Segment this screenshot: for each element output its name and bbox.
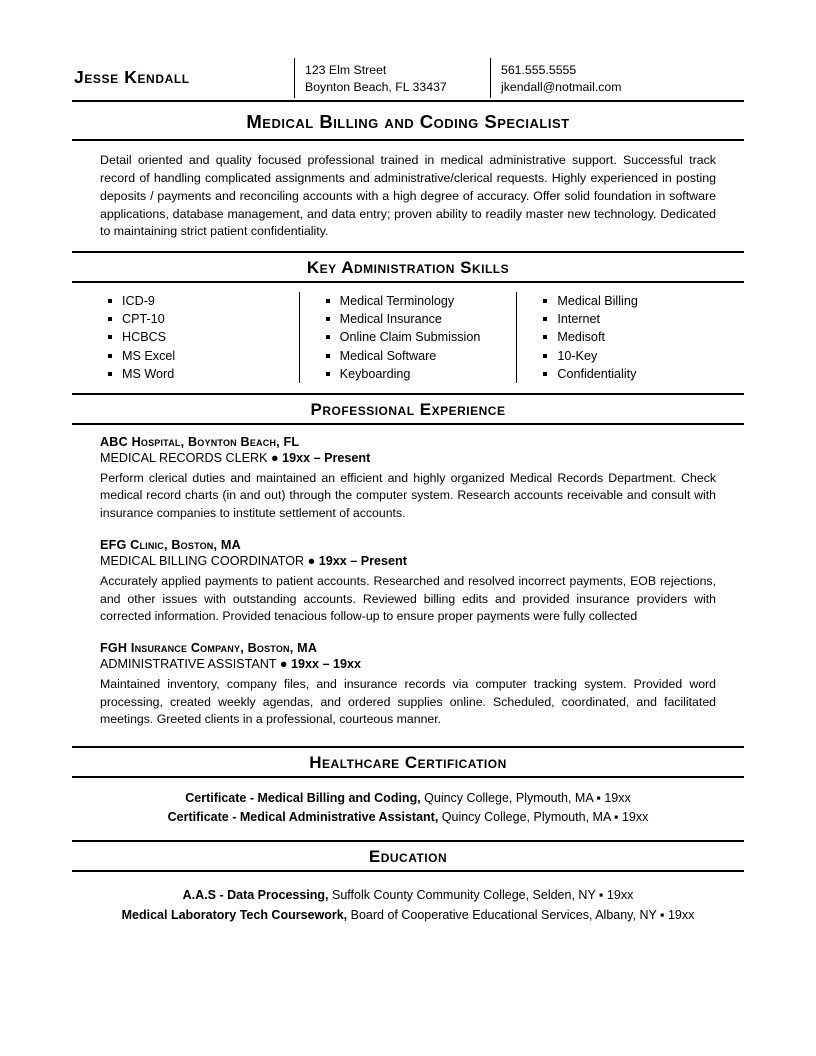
job-position: MEDICAL RECORDS CLERK — [100, 450, 268, 465]
summary-paragraph: Detail oriented and quality focused professional trained in medical administrative support. Successful track record of handling complicated assignments and administrative/clerical requests. Highly experienced in posting deposits / payments and reconciling accounts with a high degree of accuracy. Offer solid foundation in software applications, database management, and data entry; proven ability to readily master new technology. Dedicated to maintaining strict patient confidentiality. — [100, 152, 716, 239]
skill-item: MS Word — [108, 365, 299, 383]
skill-item: MS Excel — [108, 347, 299, 365]
education-degree: A.A.S - Data Processing, — [182, 887, 329, 902]
job-description: Accurately applied payments to patient accounts. Researched and resolved incorrect payments, EOB rejections, and other issues with outstanding accounts. Reviewed billing edits and provided insurance providers with corrected information. Provided tenacious follow-up to ensure proper payments were fully collected — [100, 573, 716, 624]
education-section-title: Education — [72, 840, 744, 872]
education-degree: Medical Laboratory Tech Coursework, — [121, 907, 348, 922]
certification-name: Certificate - Medical Billing and Coding, — [185, 791, 421, 806]
candidate-name: Jesse Kendall — [74, 67, 190, 88]
certification-name: Certificate - Medical Administrative Assistant, — [167, 810, 439, 825]
education-detail: Board of Cooperative Educational Services, Albany, NY ▪ 19xx — [347, 907, 695, 922]
skills-column-3 — [516, 292, 734, 383]
candidate-name-block — [72, 58, 294, 98]
job-bullet-separator: ● — [307, 553, 319, 568]
certification-list — [72, 778, 744, 840]
skill-item: ICD-9 — [108, 292, 299, 310]
skill-item: Medical Insurance — [326, 310, 517, 328]
job-bullet-separator: ● — [270, 450, 283, 465]
certification-item — [82, 808, 734, 827]
contact-block — [490, 58, 720, 98]
job-description: Perform clerical duties and maintained an efficient and highly organized Medical Records Department. Check medical record charts (in and out) through the computer system. Research accounts receivable and consult with insurance companies to institute settlement of accounts. — [100, 470, 716, 521]
job-company: EFG Clinic, Boston, MA — [100, 537, 241, 552]
headline-title: Medical Billing and Coding Specialist — [72, 102, 744, 141]
job-position: MEDICAL BILLING COORDINATOR — [100, 553, 305, 568]
skill-item: CPT-10 — [108, 310, 299, 328]
skill-item: Keyboarding — [326, 365, 517, 383]
job-dates: 19xx – Present — [318, 553, 407, 568]
job-title-line — [100, 657, 716, 671]
experience-list — [72, 425, 744, 746]
experience-item — [100, 435, 716, 523]
address-line-1: 123 Elm Street — [305, 63, 387, 77]
skill-item: 10-Key — [543, 347, 734, 365]
certification-detail: Quincy College, Plymouth, MA ▪ 19xx — [438, 810, 649, 825]
certification-section-title: Healthcare Certification — [72, 746, 744, 778]
job-title-line — [100, 451, 716, 465]
skills-columns — [72, 283, 744, 393]
education-detail: Suffolk County Community College, Selden, NY ▪ 19xx — [328, 887, 634, 902]
address-block — [294, 58, 490, 98]
skill-item: Internet — [543, 310, 734, 328]
skill-item: HCBCS — [108, 328, 299, 346]
education-list — [72, 872, 744, 935]
skill-item: Medical Billing — [543, 292, 734, 310]
skills-column-2 — [299, 292, 517, 383]
skill-item: Medical Software — [326, 347, 517, 365]
skill-item: Medical Terminology — [326, 292, 517, 310]
job-company: FGH Insurance Company, Boston, MA — [100, 641, 318, 655]
email-address: jkendall@notmail.com — [501, 79, 622, 94]
education-item — [82, 885, 734, 905]
skills-section-title: Key Administration Skills — [72, 251, 744, 283]
experience-item — [100, 641, 716, 729]
job-dates: 19xx – Present — [282, 450, 371, 465]
education-item — [82, 905, 734, 925]
phone-number: 561.555.5555 — [501, 63, 577, 77]
job-title-line — [100, 554, 716, 568]
address-line-2: Boynton Beach, FL 33437 — [305, 79, 447, 94]
job-dates: 19xx – 19xx — [290, 657, 361, 671]
certification-detail: Quincy College, Plymouth, MA ▪ 19xx — [420, 791, 631, 806]
experience-section-title: Professional Experience — [72, 393, 744, 425]
skill-item: Confidentiality — [543, 365, 734, 383]
job-position: ADMINISTRATIVE ASSISTANT — [100, 657, 277, 671]
skill-item: Medisoft — [543, 328, 734, 346]
resume-header — [72, 58, 744, 102]
job-company: ABC Hospital, Boynton Beach, FL — [100, 434, 300, 449]
skills-column-1 — [82, 292, 299, 383]
certification-item — [82, 789, 734, 808]
experience-item — [100, 538, 716, 626]
job-bullet-separator: ● — [279, 657, 291, 671]
skill-item: Online Claim Submission — [326, 328, 517, 346]
job-description: Maintained inventory, company files, and insurance records via computer tracking system. Provided word processing, created weekly agendas, and ordered supplies online. Scheduled, coordinated, and facilitated meetings. Greeted clients in a professional, courteous manner. — [100, 677, 716, 727]
